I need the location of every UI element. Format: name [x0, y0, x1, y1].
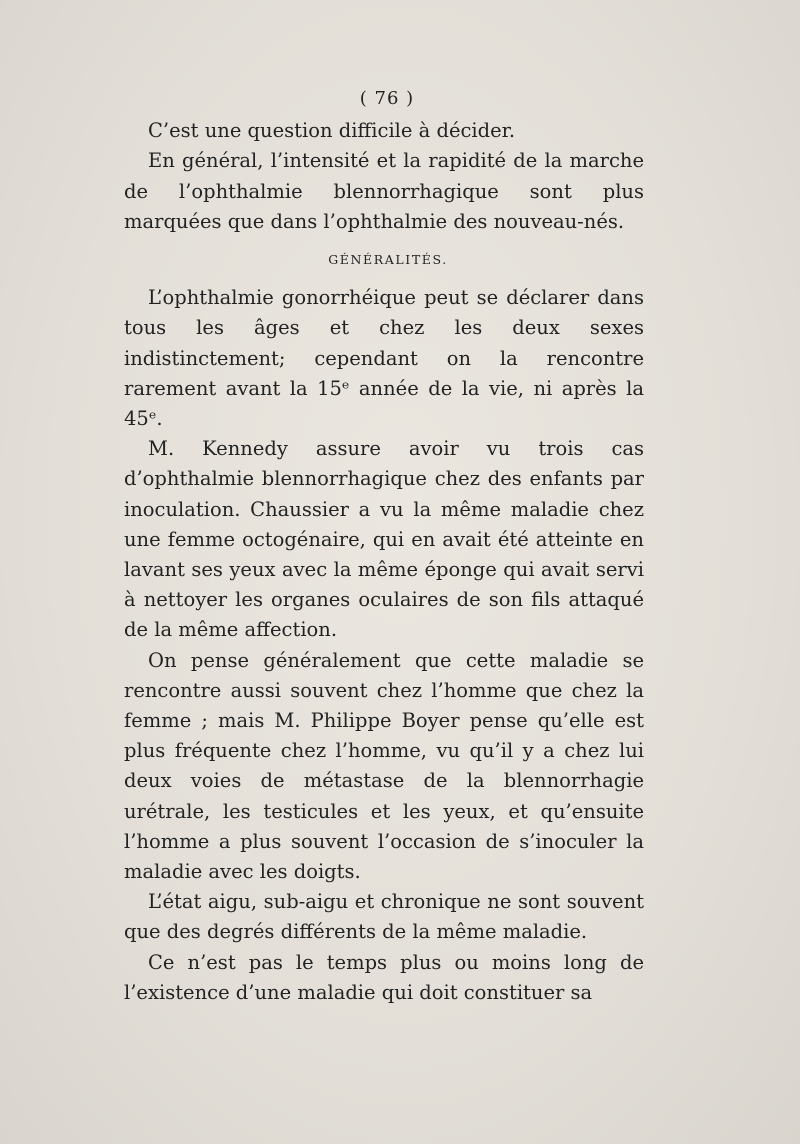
paragraph-6: L’état aigu, sub-aigu et chronique ne sont souvent que des degrés différents de la même maladie.	[124, 890, 644, 944]
paragraph-4: M. Kennedy assure avoir vu trois cas d’ophthalmie blennorrhagique chez des enfants par inoculation. Chaussier a vu la même maladie chez une femme octogénaire, qui en avait été atteinte en lavant ses yeux avec la même éponge qui avait servi à nettoyer les organes oculaires de son fils attaqué de la même affection.	[124, 437, 644, 642]
paragraph-3: L’ophthalmie gonorrhéique peut se déclarer dans tous les âges et chez les deux sexes indistinctement; cependant on la rencontre rarement avant la 15ᵉ année de la vie, ni après la 45ᵉ.	[124, 286, 644, 431]
paragraph-5: On pense généralement que cette maladie se rencontre aussi souvent chez l’homme que chez la femme ; mais M. Philippe Boyer pense qu’elle est plus fréquente chez l’homme, vu qu’il y a chez lui deux voies de métastase de la blennorrhagie urétrale, les testicules et les yeux, et qu’ensuite l’homme a plus souvent l’occasion de s’inoculer la maladie avec les doigts.	[124, 648, 644, 884]
paragraph-7: Ce n’est pas le temps plus ou moins long de l’existence d’une maladie qui doit constituer sa	[124, 950, 644, 1004]
section-heading: GÉNÉRALITÉS.	[328, 252, 448, 268]
paragraph-1: C’est une question difficile à décider.	[148, 119, 516, 143]
page-number: ( 76 )	[359, 88, 415, 109]
paragraph-2: En général, l’intensité et la rapidité de la marche de l’ophthalmie blennorrhagique sont plus marquées que dans l’ophthalmie des nouveau-nés.	[124, 149, 644, 233]
page-text-block	[124, 84, 644, 1008]
